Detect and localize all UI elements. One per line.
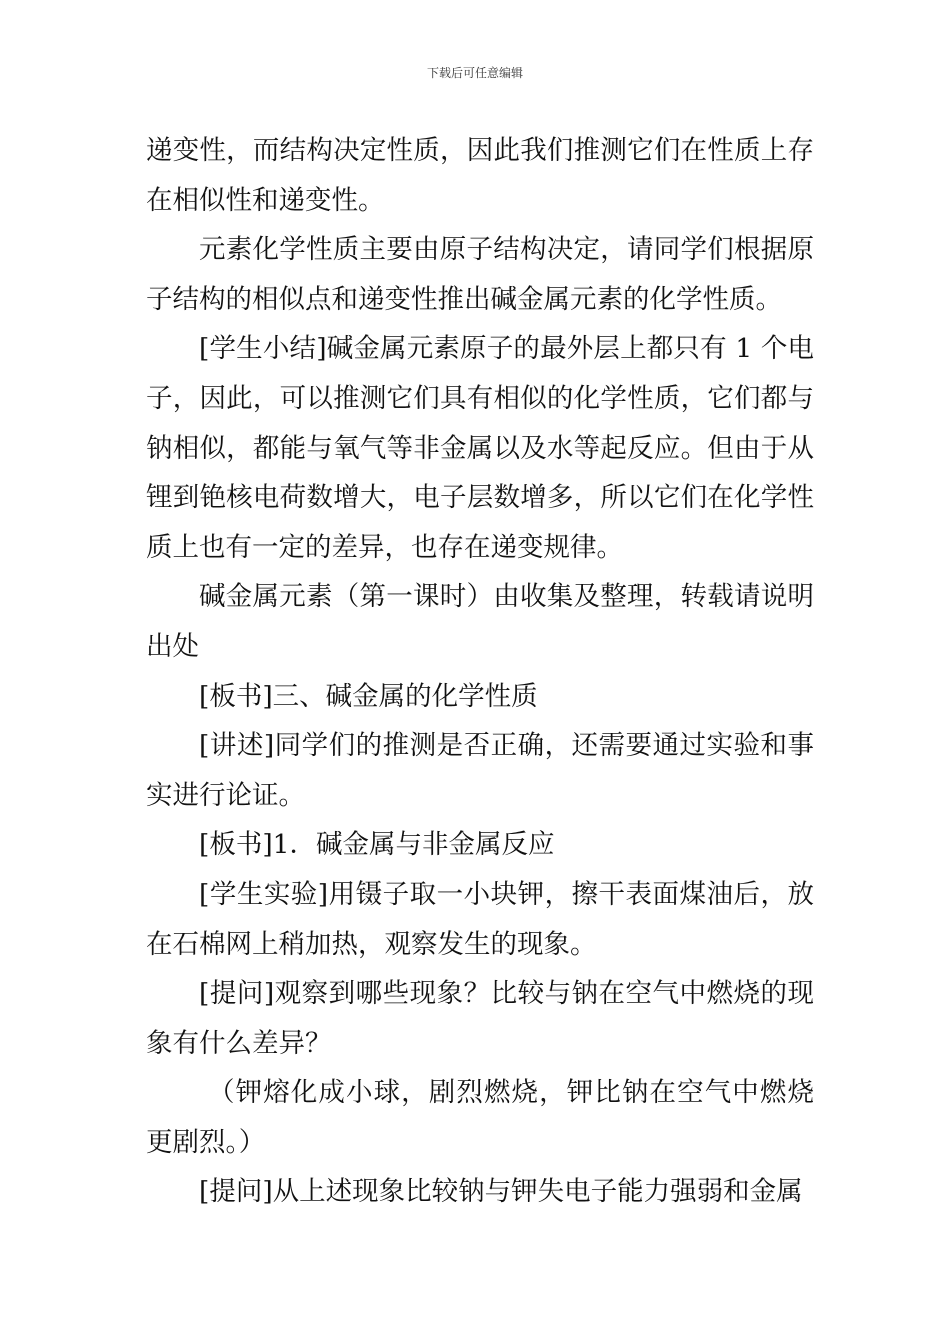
paragraph-lecture: [讲述]同学们的推测是否正确，还需要通过实验和事实进行论证。 <box>146 730 814 811</box>
paragraph-student-experiment: [学生实验]用镊子取一小块钾，擦干表面煤油后，放在石棉网上稍加热，观察发生的现象。 <box>146 878 814 960</box>
paragraph-board-heading-1: [板书]1．碱金属与非金属反应 <box>199 829 555 861</box>
paragraph-element-properties: 元素化学性质主要由原子结构决定，请同学们根据原子结构的相似点和递变性推出碱金属元素的化学性质。 <box>146 234 814 315</box>
paragraph-board-heading-3: [板书]三、碱金属的化学性质 <box>199 680 538 712</box>
paragraph-source-note: 碱金属元素（第一课时）由收集及整理，转载请说明出处 <box>146 581 814 662</box>
paragraph-question-1: [提问]观察到哪些现象？比较与钠在空气中燃烧的现象有什么差异？ <box>146 978 814 1059</box>
paragraph-question-2: [提问]从上述现象比较钠与钾失电子能力强弱和金属 <box>199 1176 803 1208</box>
page-header: 下载后可任意编辑 <box>426 66 523 80</box>
paragraph-continuation: 递变性，而结构决定性质，因此我们推测它们在性质上存在相似性和递变性。 <box>146 135 814 216</box>
document-body <box>146 126 814 1217</box>
paragraph-student-summary: [学生小结]碱金属元素原子的最外层上都只有 1 个电子，因此，可以推测它们具有相似的化学性质，它们都与钠相似，都能与氧气等非金属以及水等起反应。但由于从锂到铯核电荷数增大，电子层数增多，所以它们在化学性质上也有一定的差异，也存在递变规律。 <box>146 333 814 563</box>
paragraph-answer: （钾熔化成小球，剧烈燃烧，钾比钠在空气中燃烧更剧烈。） <box>146 1077 814 1158</box>
